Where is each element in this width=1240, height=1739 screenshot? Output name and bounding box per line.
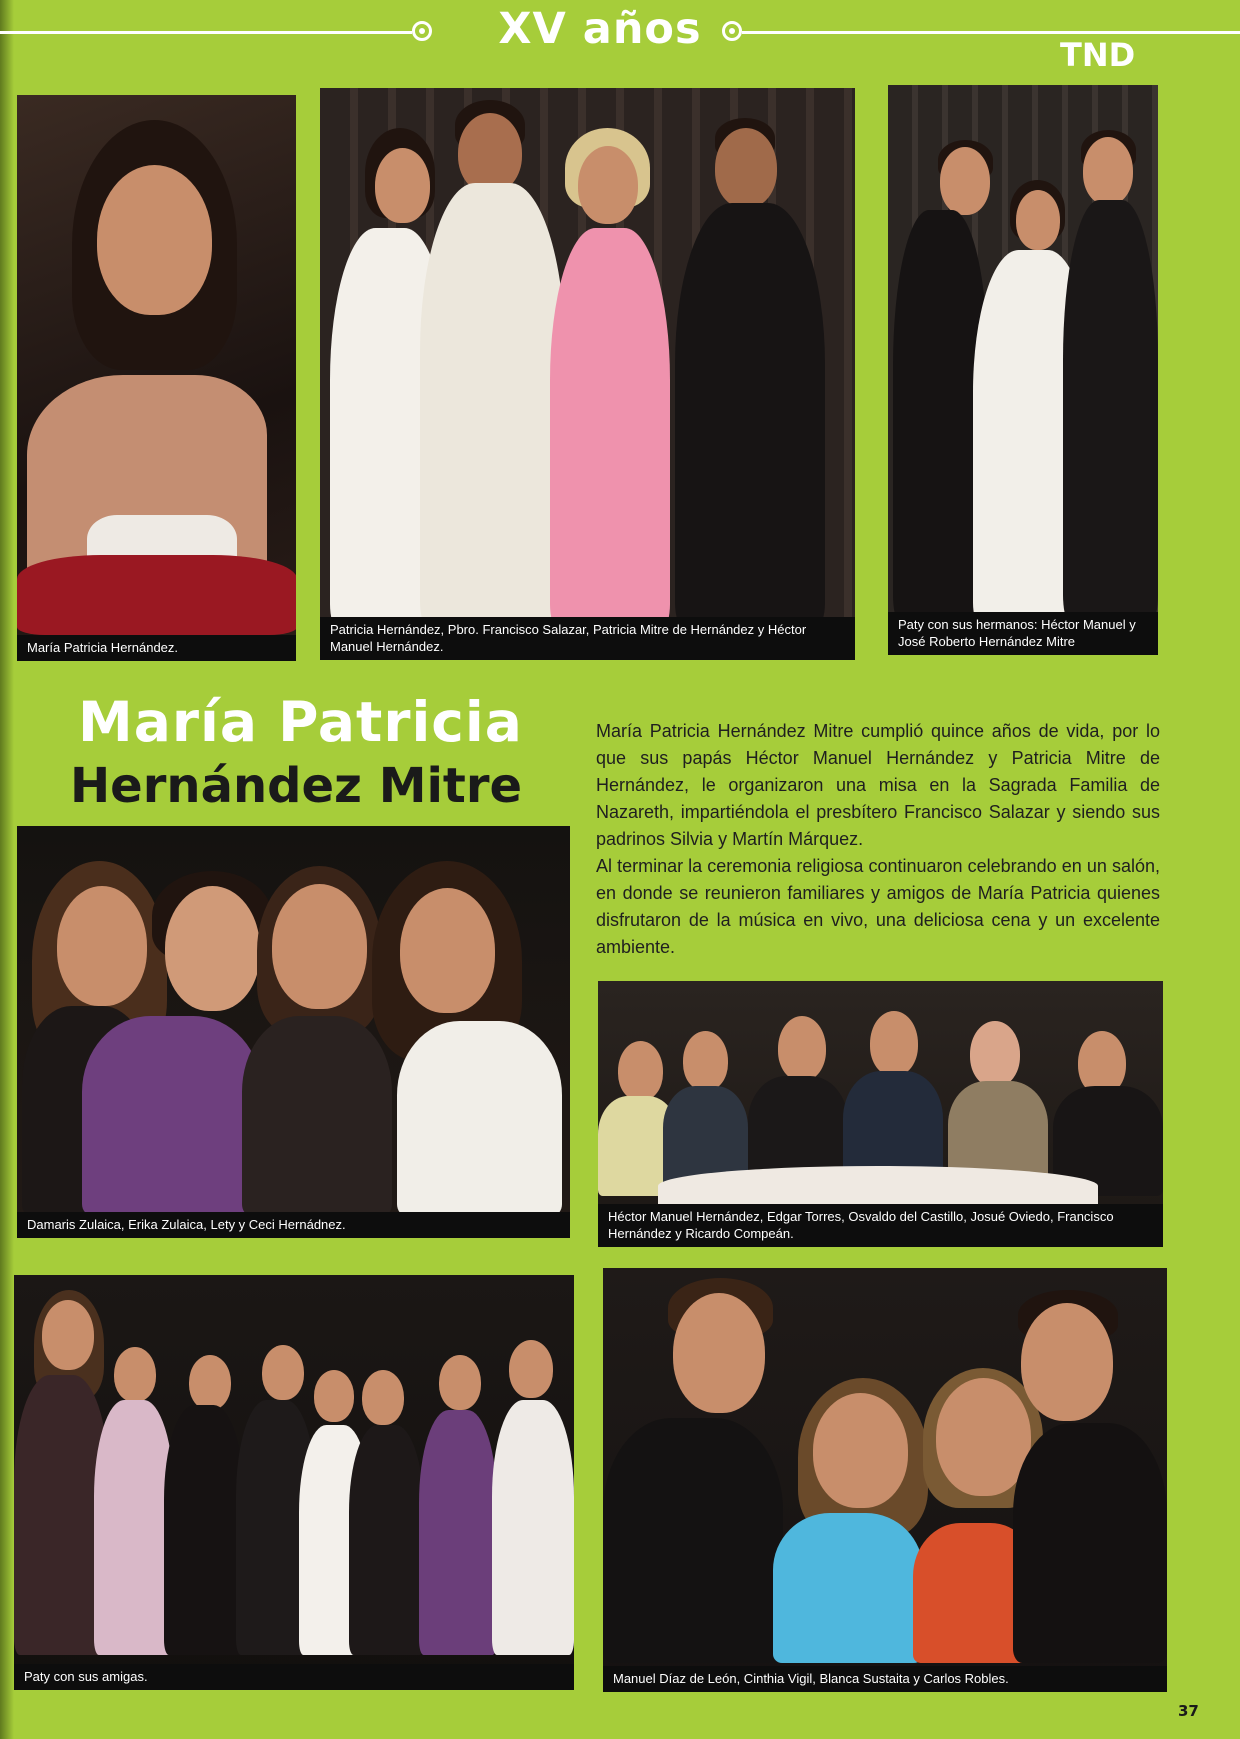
photo-caption: Paty con sus amigas. <box>14 1664 574 1690</box>
photo-four-friends <box>17 826 570 1238</box>
photo-family-priest <box>320 88 855 660</box>
photo-men-table <box>598 981 1163 1247</box>
article-body <box>596 718 1160 961</box>
page-gutter-shadow <box>0 0 14 1739</box>
page-number: 37 <box>1178 1702 1199 1720</box>
photo-caption: Héctor Manuel Hernández, Edgar Torres, Osvaldo del Castillo, Josué Oviedo, Francisco Hernández y Ricardo Compeán. <box>598 1204 1163 1247</box>
photo-portrait <box>17 95 296 661</box>
header-ornament-left <box>412 21 432 41</box>
photo-caption: Paty con sus hermanos: Héctor Manuel y José Roberto Hernández Mitre <box>888 612 1158 655</box>
photo-caption: María Patricia Hernández. <box>17 635 296 661</box>
photo-siblings <box>888 85 1158 655</box>
headline-last-name: Hernández Mitre <box>70 758 523 814</box>
section-title: XV años <box>498 4 702 54</box>
photo-caption: Manuel Díaz de León, Cinthia Vigil, Blanca Sustaita y Carlos Robles. <box>603 1666 1167 1692</box>
header-rule-right <box>742 31 1240 34</box>
headline-first-name: María Patricia <box>78 690 523 754</box>
article-paragraph: Al terminar la ceremonia religiosa continuaron celebrando en un salón, en donde se reunieron familiares y amigos de María Patricia quienes disfrutaron de la música en vivo, una deliciosa cena y un excelente ambiente. <box>596 856 1160 957</box>
photo-caption: Damaris Zulaica, Erika Zulaica, Lety y Ceci Hernádnez. <box>17 1212 570 1238</box>
magazine-brand: TND <box>1060 36 1136 74</box>
header-ornament-right <box>722 21 742 41</box>
photo-caption: Patricia Hernández, Pbro. Francisco Salazar, Patricia Mitre de Hernández y Héctor Manuel Hernández. <box>320 617 855 660</box>
header-rule-left <box>0 31 412 34</box>
article-paragraph: María Patricia Hernández Mitre cumplió quince años de vida, por lo que sus papás Héctor Manuel Hernández y Patricia Mitre de Hernández, le organizaron una misa en la Sagrada Familia de Nazareth, impartiéndola el presbítero Francisco Salazar y siendo sus padrinos Silvia y Martín Márquez. <box>596 721 1160 849</box>
photo-four-guests <box>603 1268 1167 1692</box>
photo-girls-group <box>14 1275 574 1690</box>
